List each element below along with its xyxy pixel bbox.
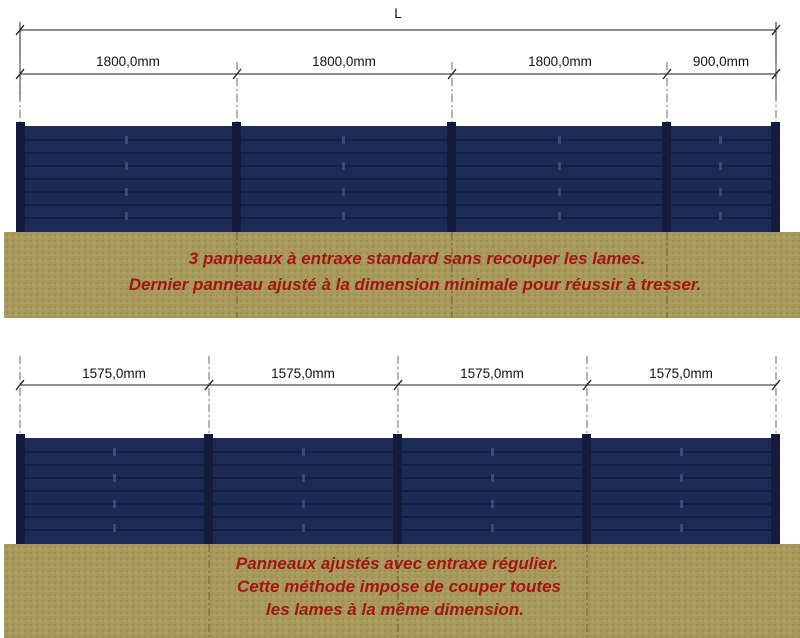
- layout-a: [4, 54, 800, 318]
- layout-b-panel-4: [587, 438, 776, 544]
- layout-a-fence: [16, 122, 780, 234]
- layout-a-panel-2: [237, 126, 452, 232]
- overall-dimension: [16, 6, 780, 100]
- layout-a-panel-4: [667, 126, 776, 232]
- layout-b-dimension-1: 1575,0mm: [82, 366, 146, 381]
- layout-b-dimension-4: 1575,0mm: [649, 366, 713, 381]
- layout-b: [4, 356, 800, 638]
- layout-b-dimension-2: 1575,0mm: [271, 366, 335, 381]
- layout-b-panel-2: [209, 438, 398, 544]
- layout-b-caption-line-2: Cette méthode impose de couper toutes: [237, 577, 561, 596]
- layout-b-panel-3: [398, 438, 587, 544]
- layout-a-dimension-4: 900,0mm: [692, 54, 750, 69]
- layout-a-dimension-2: 1800,0mm: [312, 54, 376, 69]
- layout-b-panel-1: [20, 438, 209, 544]
- layout-a-dimension-1: 1800,0mm: [96, 54, 160, 69]
- layout-b-fence: [16, 434, 780, 546]
- layout-a-caption-line-1: 3 panneaux à entraxe standard sans recouper les lames.: [188, 249, 646, 268]
- layout-b-caption-line-3: les lames à la même dimension.: [266, 600, 524, 619]
- layout-b-dimension-3: 1575,0mm: [460, 366, 524, 381]
- layout-a-caption-line-2: Dernier panneau ajusté à la dimension minimale pour réussir à tresser.: [128, 275, 702, 294]
- layout-a-panel-3: [452, 126, 667, 232]
- layout-a-dimension-3: 1800,0mm: [528, 54, 592, 69]
- layout-b-caption-line-1: Panneaux ajustés avec entraxe régulier.: [235, 554, 559, 573]
- overall-dimension-label: L: [394, 6, 402, 21]
- layout-a-panel-1: [20, 126, 237, 232]
